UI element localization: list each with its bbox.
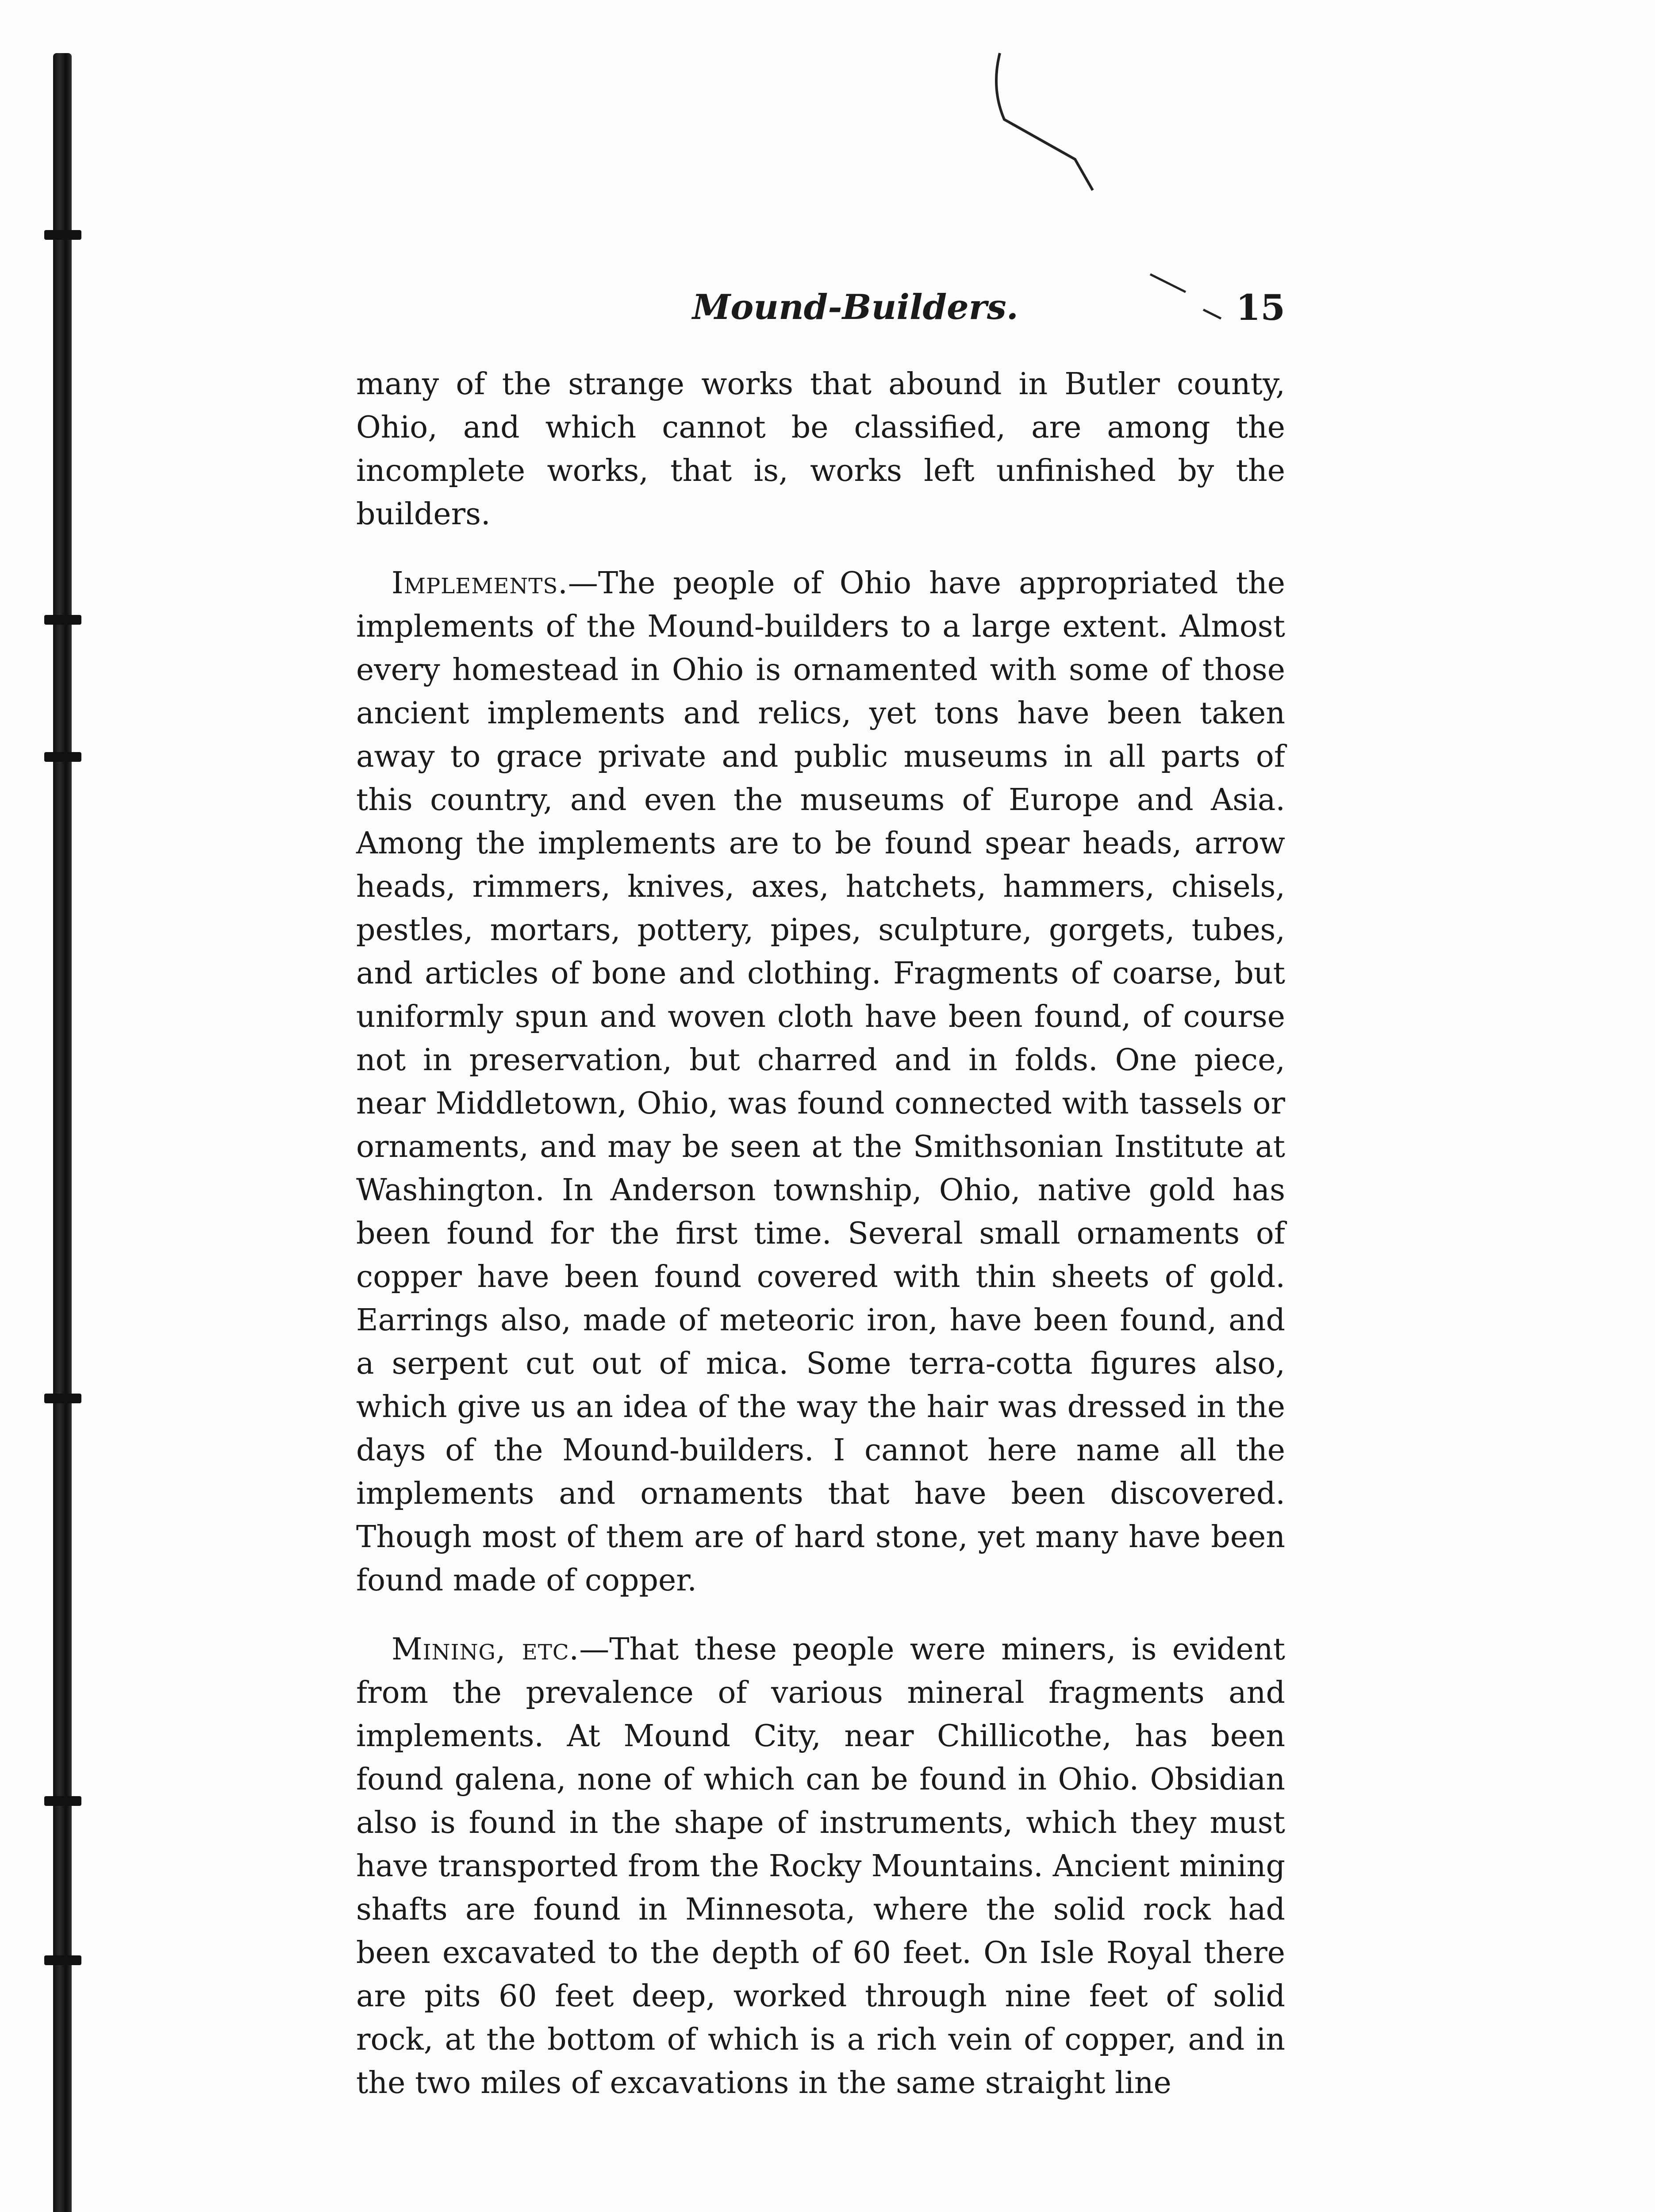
paragraph-text: many of the strange works that abound in Butler county, Ohio, and which cannot be classified, are among the incomplete works, that is, works left unfinished by the builders.	[356, 367, 1285, 532]
page-number: 15	[1236, 287, 1285, 328]
body-text	[356, 363, 1285, 2131]
paragraph-text: —That these people were miners, is evident from the prevalence of various mineral fragments and implements. At Mound City, near Chillicothe, has been found galena, none of which can be found in Ohio. Obsidian also is found in the shape of instruments, which they must have transported from the Rocky Mountains. Ancient mining shafts are found in Minnesota, where the solid rock had been excavated to the depth of 60 feet. On Isle Royal there are pits 60 feet deep, worked through nine feet of solid rock, at the bottom of which is a rich vein of copper, and in the two miles of excavations in the same straight line	[356, 1632, 1285, 2101]
paragraph	[356, 562, 1285, 1602]
running-head	[356, 283, 1285, 332]
section-heading: Mining, etc.	[392, 1632, 580, 1667]
running-title: Mound-Builders.	[692, 287, 1018, 327]
paragraph	[356, 363, 1285, 536]
section-heading: Implements.	[392, 566, 568, 601]
paragraph	[356, 1628, 1285, 2105]
paragraph-text: —The people of Ohio have appropriated the implements of the Mound-builders to a large extent. Almost every homestead in Ohio is ornamented with some of those ancient implements and relics, yet tons have been taken away to grace private and public museums in all parts of this country, and even the museums of Europe and Asia. Among the implements are to be found spear heads, arrow heads, rimmers, knives, axes, hatchets, hammers, chisels, pestles, mortars, pottery, pipes, sculpture, gorgets, tubes, and articles of bone and clothing. Fragments of coarse, but uniformly spun and woven cloth have been found, of course not in preservation, but charred and in folds. One piece, near Middletown, Ohio, was found connected with tassels or ornaments, and may be seen at the Smithsonian Institute at Washington. In Anderson township, Ohio, native gold has been found for the first time. Several small ornaments of copper have been found covered with thin sheets of gold. Earrings also, made of meteoric iron, have been found, and a serpent cut out of mica. Some terra-cotta figures also, which give us an idea of the way the hair was dressed in the days of the Mound-builders. I cannot here name all the implements and ornaments that have been discovered. Though most of them are of hard stone, yet many have been found made of copper.	[356, 566, 1285, 1598]
